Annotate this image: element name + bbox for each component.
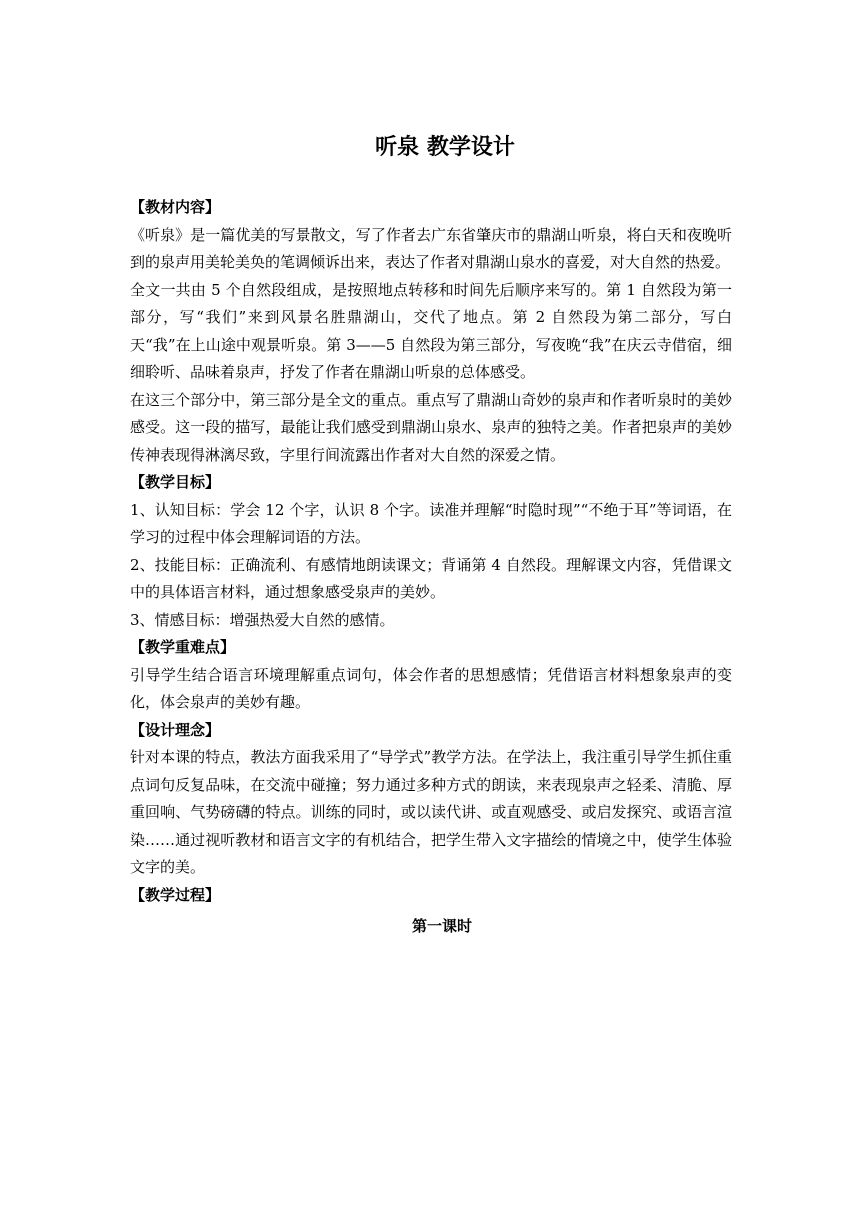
- goal-item-1: 1、认知目标：学会 12 个字，认识 8 个字。读准并理解“时隐时现”“不绝于耳”等词语，在学习的过程中体会理解词语的方法。: [130, 500, 732, 546]
- lesson-subheading: 第一课时: [411, 917, 472, 935]
- content-paragraph-2: 全文一共由 5 个自然段组成，是按照地点转移和时间先后顺序来写的。第 1 自然段为第一部分，写“我们”来到风景名胜鼎湖山，交代了地点。第 2 自然段为第二部分，写白天“我”在上山途中观景听泉。第 3——5 自然段为第三部分，写夜晚“我”在庆云寺借宿，细细聆听、品味着泉声，抒发了作者在鼎湖山听泉的总体感受。: [130, 280, 732, 381]
- section-heading-goals: 【教学目标】: [130, 473, 221, 491]
- key-points-text: 引导学生结合语言环境理解重点词句，体会作者的思想感情；凭借语言材料想象泉声的变化，体会泉声的美妙有趣。: [130, 665, 732, 711]
- document-title: 听泉 教学设计: [375, 135, 515, 160]
- section-heading-process: 【教学过程】: [130, 885, 221, 904]
- philosophy-text: 针对本课的特点，教法方面我采用了“导学式”教学方法。在学法上，我注重引导学生抓住重点词句反复品味，在交流中碰撞；努力通过多种方式的朗读，来表现泉声之轻柔、清脆、厚重回响、气势磅礴的特点。训练的同时，或以读代讲、或直观感受、或启发探究、或语言渲染……通过视听教材和语言文字的有机结合，把学生带入文字描绘的情境之中，使学生体验文字的美。: [130, 748, 732, 876]
- content-paragraph-1: 《听泉》是一篇优美的写景散文，写了作者去广东省肇庆市的鼎湖山听泉，将白天和夜晚听到的泉声用美轮美奂的笔调倾诉出来，表达了作者对鼎湖山泉水的喜爱，对大自然的热爱。: [130, 225, 732, 271]
- document-body: [130, 132, 732, 941]
- section-heading-key-points: 【教学重难点】: [130, 638, 236, 656]
- section-heading-content: 【教材内容】: [130, 198, 221, 216]
- goal-item-2: 2、技能目标：正确流利、有感情地朗读课文；背诵第 4 自然段。理解课文内容，凭借课文中的具体语言材料，通过想象感受泉声的美妙。: [130, 555, 732, 601]
- section-heading-philosophy: 【设计理念】: [130, 720, 221, 739]
- goal-item-3: 3、情感目标：增强热爱大自然的感情。: [130, 610, 395, 629]
- content-paragraph-3: 在这三个部分中，第三部分是全文的重点。重点写了鼎湖山奇妙的泉声和作者听泉时的美妙感受。这一段的描写，最能让我们感受到鼎湖山泉水、泉声的独特之美。作者把泉声的美妙传神表现得淋漓尽致，字里行间流露出作者对大自然的深爱之情。: [130, 390, 732, 464]
